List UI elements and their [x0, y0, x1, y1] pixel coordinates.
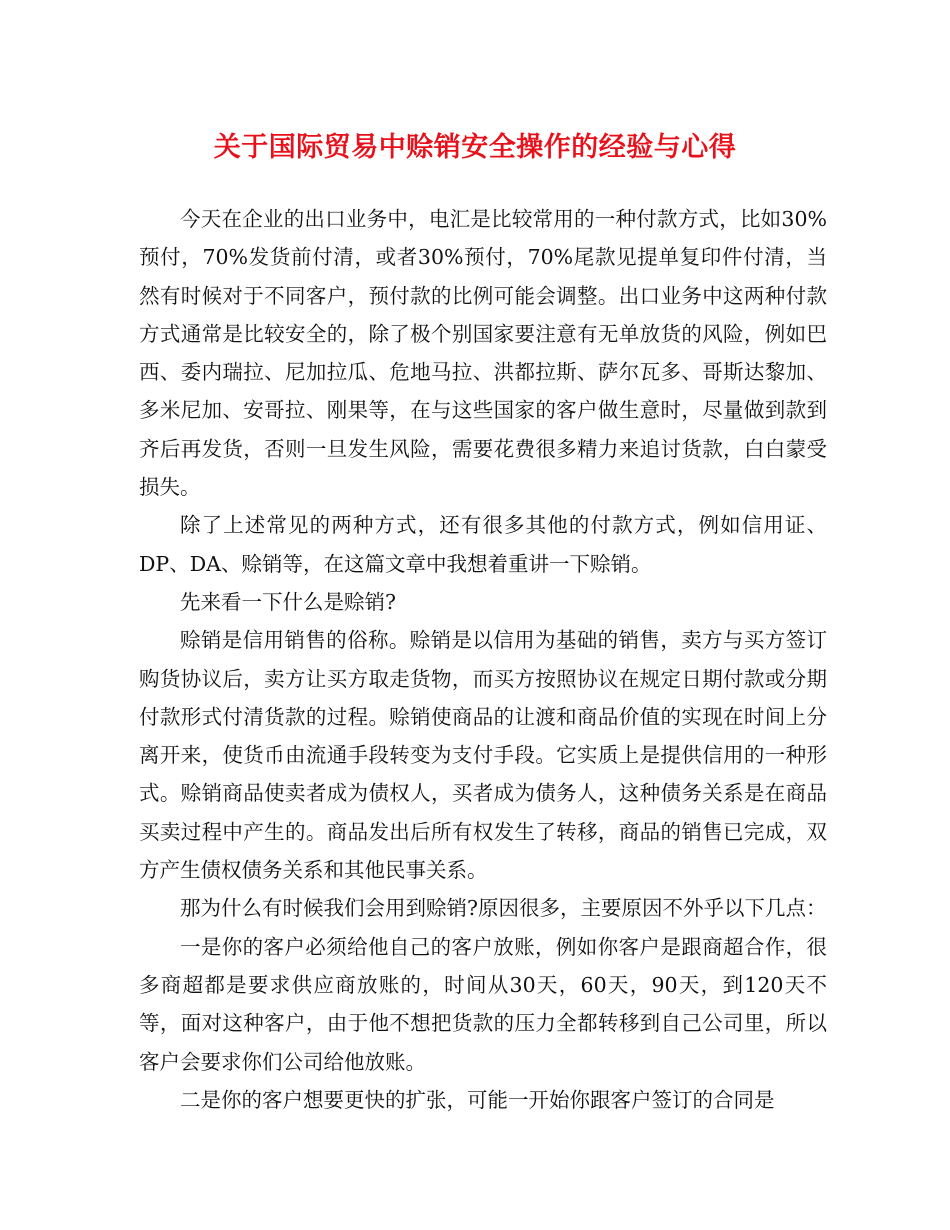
paragraph-intro: 今天在企业的出口业务中，电汇是比较常用的一种付款方式，比如30%预付，70%发货前付清，或者30%预付，70%尾款见提单复印件付清，当然有时候对于不同客户，预付款的比例可能会调整。出口业务中这两种付款方式通常是比较安全的，除了极个别国家要注意有无单放货的风险，例如巴西、委内瑞拉、尼加拉瓜、危地马拉、洪都拉斯、萨尔瓦多、哥斯达黎加、多米尼加、安哥拉、刚果等，在与这些国家的客户做生意时，尽量做到款到齐后再发货，否则一旦发生风险，需要花费很多精力来追讨货款，白白蒙受损失。	[139, 207, 827, 500]
paragraph-payment-methods: 除了上述常见的两种方式，还有很多其他的付款方式，例如信用证、DP、DA、赊销等，在这篇文章中我想着重讲一下赊销。	[139, 513, 827, 576]
paragraph-definition: 赊销是信用销售的俗称。赊销是以信用为基础的销售，卖方与买方签订购货协议后，卖方让买方取走货物，而买方按照协议在规定日期付款或分期付款形式付清货款的过程。赊销使商品的让渡和商品价值的实现在时间上分离开来，使货币由流通手段转变为支付手段。它实质上是提供信用的一种形式。赊销商品使卖者成为债权人，买者成为债务人，这种债务关系是在商品买卖过程中产生的。商品发出后所有权发生了转移，商品的销售已完成，双方产生债权债务关系和其他民事关系。	[139, 628, 827, 883]
paragraph-reason-one: 一是你的客户必须给他自己的客户放账，例如你客户是跟商超合作，很多商超都是要求供应商放账的，时间从30天，60天，90天，到120天不等，面对这种客户，由于他不想把货款的压力全都转移到自己公司里，所以客户会要求你们公司给他放账。	[139, 934, 827, 1074]
document-body	[139, 200, 827, 1119]
paragraph-reasons-intro: 那为什么有时候我们会用到赊销?原因很多，主要原因不外乎以下几点：	[180, 896, 827, 921]
paragraph-reason-two: 二是你的客户想要更快的扩张，可能一开始你跟客户签订的合同是	[180, 1087, 775, 1112]
paragraph-question: 先来看一下什么是赊销?	[180, 589, 396, 614]
document-title: 关于国际贸易中赊销安全操作的经验与心得	[213, 132, 737, 163]
